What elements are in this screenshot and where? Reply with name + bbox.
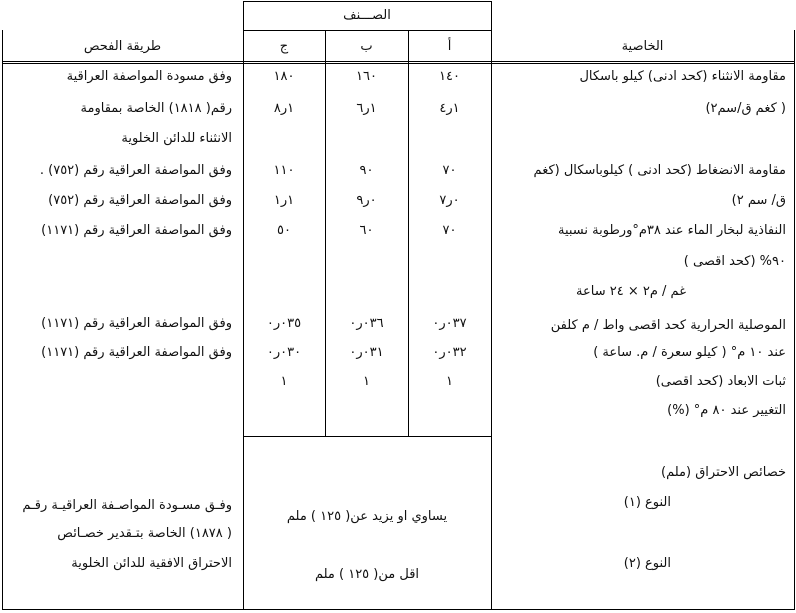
permeability-property: النفاذية لبخار الماء عند ٣٨م°ورطوبة نسبية: [557, 223, 786, 238]
conductivity-a: ٠٣٢ر٠: [432, 345, 467, 360]
bending-method: رقم( ١٨١٨) الخاصة بمقاومة: [80, 101, 232, 116]
conductivity-c: ٠٣٠ر٠: [266, 345, 302, 360]
combustion-method: ( ١٨٧٨) الخاصة بتـقدير خصـائص: [57, 526, 232, 541]
stability-property: التغيير عند ٨٠ م° (%): [667, 403, 786, 418]
compression-method: وفق المواصفة العراقية رقم (٧٥٢) .: [39, 163, 232, 178]
conductivity-property: الموصلية الحرارية كحد اقصى واط / م كلفن: [550, 318, 786, 333]
bending-property: ( كغم ق/سم٢): [705, 101, 786, 116]
combustion-type1: النوع (١): [623, 495, 671, 510]
permeability-method: وفق المواصفة العراقية رقم (١١٧١): [41, 223, 232, 238]
bending-c: ١ر٨: [273, 101, 295, 116]
table-bottom-border: [2, 609, 794, 610]
stability-a: ١: [446, 374, 453, 389]
bending-b: ١٦٠: [356, 69, 377, 84]
grade-a-header: أ: [447, 39, 452, 54]
property-header: الخاصية: [621, 39, 664, 54]
permeability-c: ٥٠: [277, 223, 291, 238]
compression-b: ٠ر٩: [356, 193, 377, 208]
property-divider: [491, 1, 492, 610]
bending-c: ١٨٠: [273, 69, 295, 84]
compression-method: وفق المواصفة العراقية رقم (٧٥٢): [48, 193, 232, 208]
bending-b: ١ر٦: [356, 101, 377, 116]
category-header: الصـــنف: [343, 8, 391, 23]
table-top-border: [243, 1, 491, 2]
bending-method: الانثناء للدائن الخلوية: [121, 131, 232, 146]
conductivity-c: ٠٣٥ر٠: [266, 316, 302, 331]
grade-c-header: ج: [279, 39, 289, 54]
table-right-border: [794, 30, 795, 610]
conductivity-method: وفق المواصفة العراقية رقم (١١٧١): [41, 345, 232, 360]
combustion-property: خصائص الاحتراق (ملم): [661, 465, 786, 480]
combustion-method: وفـق مسـودة المواصـفة العراقيـة رقـم: [22, 498, 232, 513]
combustion-type1-value: يساوي او يزيد عن( ١٢٥ ) ملم: [286, 509, 448, 524]
conductivity-a: ٠٣٧ر٠: [432, 316, 467, 331]
compression-c: ١١٠: [273, 163, 295, 178]
permeability-b: ٦٠: [359, 223, 374, 238]
permeability-a: ٧٠: [442, 223, 457, 238]
header-bottom-border: [2, 61, 794, 64]
compression-property: مقاومة الانضغاط (كحد ادنى ) كيلوباسكال (كغم: [533, 163, 786, 178]
compression-property: ق/ سم ٢): [731, 193, 786, 208]
test-method-header: طريقة الفحص: [83, 39, 162, 54]
table-left-border: [2, 30, 3, 610]
stability-c: ١: [280, 374, 288, 389]
conductivity-b: ٠٣١ر٠: [349, 345, 384, 360]
compression-c: ١ر١: [273, 193, 295, 208]
conductivity-property: عند ١٠ م° ( كيلو سعرة / م. ساعة ): [593, 345, 786, 360]
bending-a: ١ر٤: [439, 101, 460, 116]
bending-a: ١٤٠: [439, 69, 460, 84]
combustion-type2: النوع (٢): [623, 556, 671, 571]
category-divider: [243, 30, 491, 31]
compression-b: ٩٠: [359, 163, 374, 178]
combustion-method: الاحتراق الافقية للدائن الخلوية: [71, 556, 232, 571]
compression-a: ٠ر٧: [439, 193, 460, 208]
permeability-unit: غم / م٢ × ٢٤ ساعة: [576, 284, 686, 299]
stability-b: ١: [363, 374, 370, 389]
conductivity-method: وفق المواصفة العراقية رقم (١١٧١): [41, 316, 232, 331]
conductivity-b: ٠٣٦ر٠: [349, 316, 384, 331]
bending-property: مقاومة الانثناء (كحد ادنى) كيلو باسكال: [579, 69, 786, 84]
compression-a: ٧٠: [442, 163, 457, 178]
bending-method: وفق مسودة المواصفة العراقية: [66, 69, 232, 84]
stability-property: ثبات الابعاد (كحد اقصى): [655, 374, 786, 389]
grade-b-header: ب: [360, 39, 373, 54]
combustion-divider: [243, 436, 491, 437]
permeability-property: ٩٠% (كحد اقصى ): [683, 254, 786, 269]
combustion-type2-value: اقل من( ١٢٥ ) ملم: [314, 567, 420, 582]
